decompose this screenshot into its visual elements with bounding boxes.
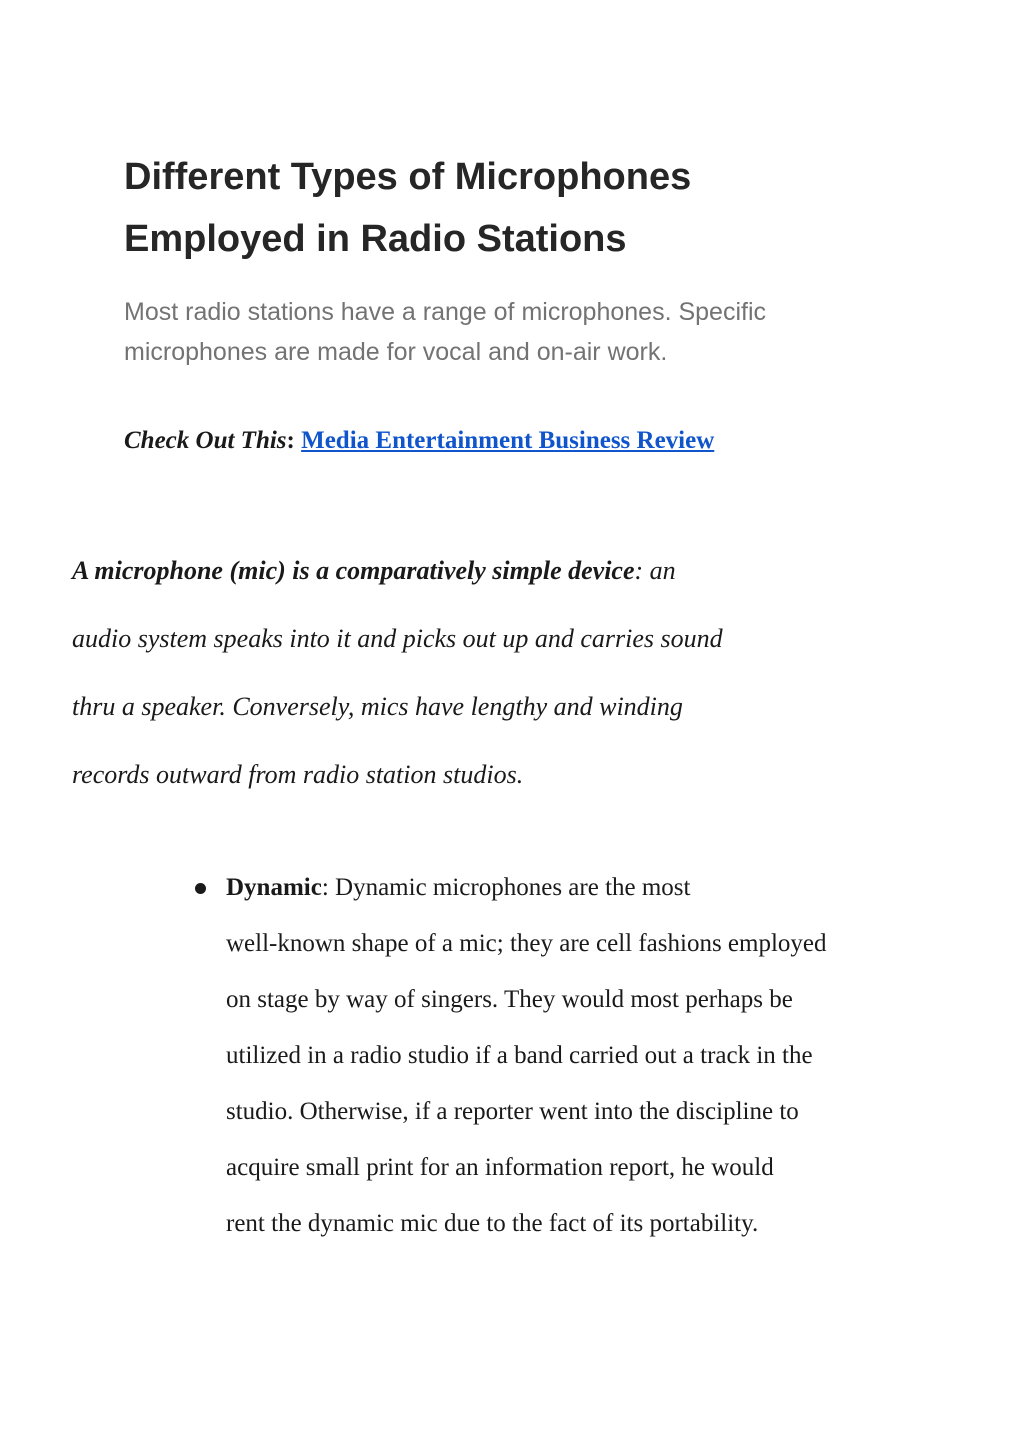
checkout-lead: Check Out This <box>124 427 287 454</box>
page-subtitle <box>124 292 924 372</box>
list-item-line: well-known shape of a mic; they are cell fashions employed <box>226 930 827 957</box>
list-item-line: studio. Otherwise, if a reporter went into the discipline to <box>226 1098 799 1125</box>
intro-line <box>72 537 952 605</box>
bullet-icon <box>195 883 206 894</box>
intro-line-rest: : an <box>634 556 676 585</box>
list-item <box>195 860 915 1252</box>
list-item-line: rent the dynamic mic due to the fact of its portability. <box>226 1210 759 1237</box>
intro-line: audio system speaks into it and picks out up and carries sound <box>72 624 723 653</box>
subtitle-line: Most radio stations have a range of microphones. Specific <box>124 298 767 326</box>
list-item-line: utilized in a radio studio if a band carried out a track in the <box>226 1042 813 1069</box>
checkout-line <box>124 422 714 460</box>
intro-line: records outward from radio station studios. <box>72 760 524 789</box>
list-item-line: acquire small print for an information report, he would <box>226 1154 774 1181</box>
list-item-line-rest: : Dynamic microphones are the most <box>321 874 691 901</box>
checkout-colon: : <box>286 427 295 454</box>
list-item-line: on stage by way of singers. They would most perhaps be <box>226 986 793 1013</box>
intro-line: thru a speaker. Conversely, mics have lengthy and winding <box>72 692 683 721</box>
list-item-line <box>226 860 915 916</box>
page-title <box>124 146 924 270</box>
title-line: Different Types of Microphones <box>124 156 692 198</box>
business-review-link[interactable]: Media Entertainment Business Review <box>301 427 715 454</box>
title-line: Employed in Radio Stations <box>124 218 627 260</box>
subtitle-line: microphones are made for vocal and on-air work. <box>124 338 668 366</box>
microphone-type-list <box>195 860 915 1252</box>
list-item-term: Dynamic <box>226 874 322 901</box>
intro-paragraph <box>72 537 952 809</box>
intro-bold-phrase: A microphone (mic) is a comparatively simple device <box>72 556 635 585</box>
